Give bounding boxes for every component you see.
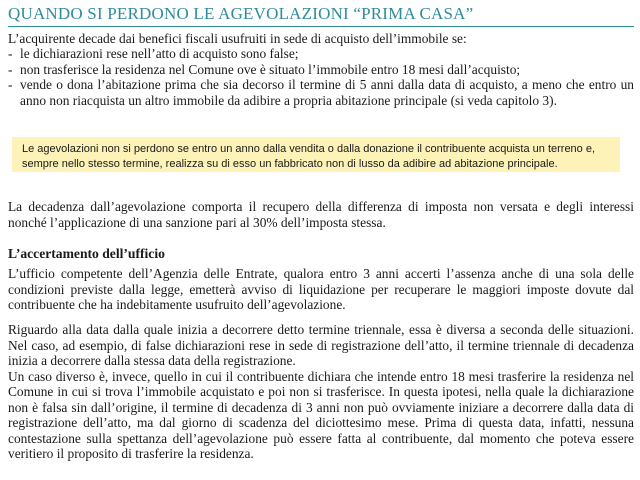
list-item xyxy=(8,46,634,62)
section-heading: L’accertamento dell’ufficio xyxy=(8,246,165,261)
list-item-text: le dichiarazioni rese nell’atto di acquisto sono false; xyxy=(20,46,299,61)
conditions-list xyxy=(8,46,634,108)
list-dash: - xyxy=(8,61,13,77)
highlight-note-box xyxy=(12,137,620,172)
termine-paragraph: Riguardo alla data dalla quale inizia a decorrere detto termine triennale, essa è diversa a seconda delle situazioni. Nel caso, ad esempio, di false dichiarazioni rese in sede di registrazione dell’atto, il termine triennale di decadenza inizia a decorrere dalla stessa data della registrazione. xyxy=(8,322,634,368)
list-dash: - xyxy=(8,46,13,61)
caso-paragraph: Un caso diverso è, invece, quello in cui il contribuente dichiara che intende entro 18 mesi trasferire la residenza nel Comune in cui si trova l’immobile acquistato e poi non si trasferisce. In questa ipotesi, nella quale la dichiarazione non è falsa sin dall’origine, il termine di decadenza di 3 anni non può ovviamente iniziare a decorrere dalla data di registrazione dell’atto, ma dal giorno di scadenza del diciottesimo mese. Prima di questa data, infatti, nessuna contestazione sulla spettanza dell’agevolazione può essere fatta al contribuente, dal momento che poteva essere veritiero il proposito di trasferire la residenza. xyxy=(8,368,634,461)
intro-paragraph: L’acquirente decade dai benefici fiscali usufruiti in sede di acquisto dell’immobile se: xyxy=(8,31,467,46)
note-text: Le agevolazioni non si perdono se entro un anno dalla vendita o dalla donazione il contribuente acquista un terreno e, sempre nello stesso termine, realizza su di esso un fabbricato non di lusso da adibire ad abitazione principale. xyxy=(22,143,596,170)
list-item xyxy=(8,62,634,78)
list-dash: - xyxy=(8,77,13,92)
list-item xyxy=(8,77,634,108)
list-item-text: non trasferisce la residenza nel Comune ove è situato l’immobile entro 18 mesi dall’acquisto; xyxy=(20,61,521,77)
decadenza-paragraph: La decadenza dall’agevolazione comporta il recupero della differenza di imposta non versata e degli interessi nonché l’applicazione di una sanzione pari al 30% dell’imposta stessa. xyxy=(8,199,634,230)
list-item-text: vende o dona l’abitazione prima che sia decorso il termine di 5 anni dalla data di acquisto, a meno che entro un anno non riacquista un altro immobile da adibire a propria abitazione principale (si veda capitolo 3). xyxy=(20,77,634,108)
termine-block xyxy=(8,322,634,462)
ufficio-paragraph: L’ufficio competente dell’Agenzia delle Entrate, qualora entro 3 anni accerti l’assenza anche di una sola delle condizioni previste dalla legge, emetterà avviso di liquidazione per recuperare le maggiori imposte dovute dal contribuente che ha indebitamente usufruito dell’agevolazione. xyxy=(8,266,634,312)
title-underline xyxy=(8,26,634,27)
page-title: QUANDO SI PERDONO LE AGEVOLAZIONI “PRIMA CASA” xyxy=(8,4,474,23)
